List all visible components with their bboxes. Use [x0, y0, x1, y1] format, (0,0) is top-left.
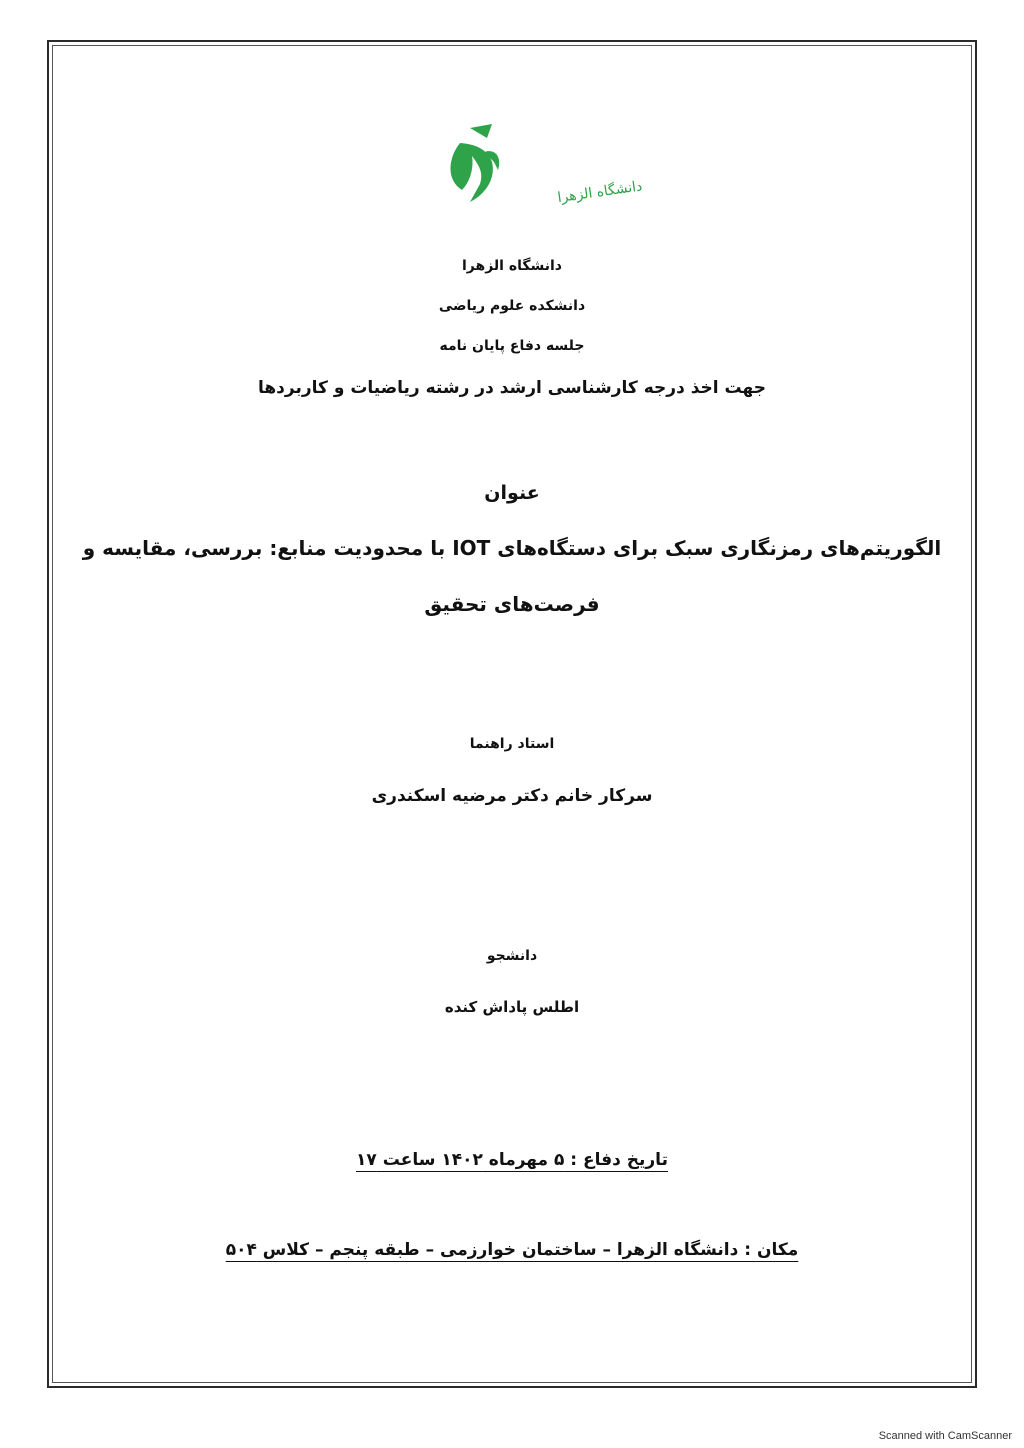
degree-statement: جهت اخذ درجه کارشناسی ارشد در رشته ریاضیات و کاربردها [258, 378, 766, 398]
alzahra-university-logo [440, 118, 644, 218]
defense-location [0, 1240, 1024, 1260]
title-label: عنوان [484, 482, 540, 504]
student-name: اطلس پاداش کنده [444, 998, 580, 1016]
defense-location-text: مکان : دانشگاه الزهرا – ساختمان خوارزمی – طبقه پنجم – کلاس ۵۰۴ [225, 1240, 799, 1260]
advisor-name: سرکار خانم دکتر مرضیه اسکندری [371, 786, 653, 806]
defense-date-text: تاریخ دفاع : ۵ مهرماه ۱۴۰۲ ساعت ۱۷ [356, 1150, 668, 1170]
session-title: جلسه دفاع پایان نامه [439, 338, 585, 354]
defense-date [0, 1150, 1024, 1170]
thesis-title-line-1: الگوریتم‌های رمزنگاری سبک برای دستگاه‌های IOT با محدودیت منابع: بررسی، مقایسه و [82, 536, 942, 560]
page-border-inner [52, 45, 972, 1383]
university-name: دانشگاه الزهرا [461, 258, 562, 274]
advisor-label: استاد راهنما [469, 736, 555, 752]
student-label: دانشجو [486, 948, 538, 964]
scanner-watermark: Scanned with CamScanner [878, 1430, 1012, 1442]
thesis-title-line-2: فرصت‌های تحقیق [424, 592, 600, 616]
faculty-name: دانشکده علوم ریاضی [438, 298, 586, 314]
logo-text: دانشگاه الزهرا [556, 178, 644, 207]
